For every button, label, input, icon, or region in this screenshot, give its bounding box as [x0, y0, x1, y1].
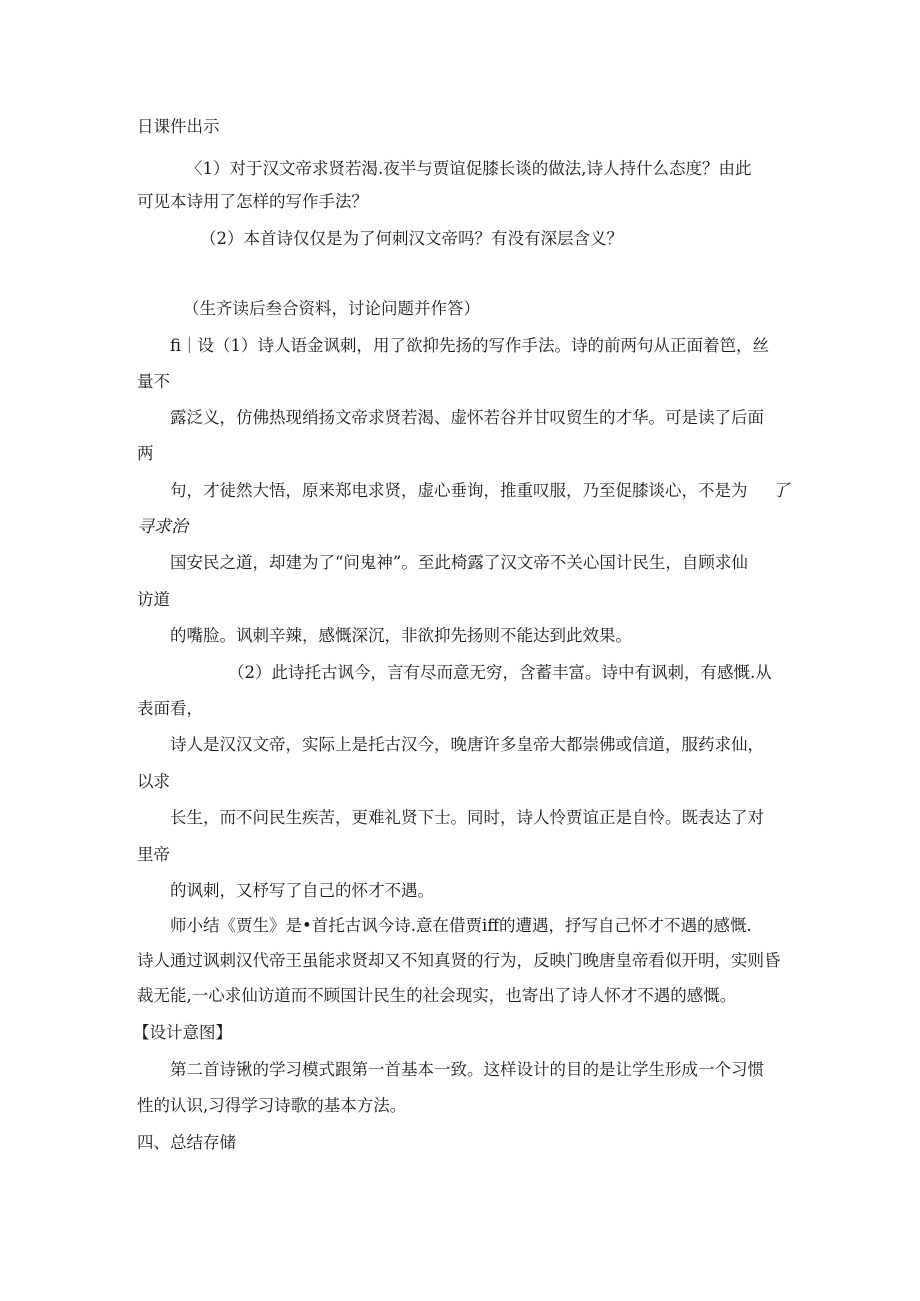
section-header: 日课件出示 — [137, 117, 220, 136]
answer-2-line-3: 长生，而不问民生疾苦，更难礼贤下士。同时，诗人怜贾谊正是自怜。既表达了对 — [170, 808, 764, 827]
answer-1-line-3-wrap: 寻求治 — [137, 517, 188, 537]
answer-1-line-1: fi｜设（1）诗人语金讽刺，用了欲抑先扬的写作手法。诗的前两句从正面着笆，丝 — [170, 336, 770, 355]
answer-1-line-4-wrap: 访道 — [137, 590, 170, 609]
teacher-summary-line-1: 师小结《贾生》是•首托古讽今诗.意在借贾iff的遭遇，抒写自己怀才不遇的感慨. — [170, 916, 752, 935]
design-intent-line-2: 性的认识,习得学习诗歌的基本方法。 — [137, 1096, 407, 1115]
answer-1-line-4: 国安民之道，却建为了“问鬼神”。至此椅露了汉文帝不关心国计民生，自顾求仙 — [170, 553, 748, 572]
answer-2-line-1: （2）此诗托古讽今，言有尽而意无穷，含蓄丰富。诗中有讽刺，有感慨.从 — [228, 663, 772, 682]
question-1-line-2: 可见本诗用了怎样的写作手法？ — [137, 192, 368, 211]
answer-2-line-3-wrap: 里帝 — [137, 845, 170, 864]
section-four-heading: 四、总结存储 — [137, 1133, 236, 1152]
answer-1-line-2: 露泛义，仿佛热现绡扬文帝求贤若渴、虚怀若谷并甘叹贸生的才华。可是读了后面 — [170, 408, 764, 427]
answer-1-line-3: 句，才徒然大悟，原来郑电求贤，虚心垂询，推重叹服，乃至促膝谈心，不是为 — [170, 481, 748, 500]
answer-1-line-5: 的嘴脸。讽刺辛辣，感慨深沉，非欲抑先扬则不能达到此效果。 — [170, 626, 632, 645]
design-intent-heading: 【设计意图】 — [133, 1023, 232, 1042]
answer-1-line-1-wrap: 量不 — [137, 372, 170, 391]
answer-1-italic-end: 了 — [772, 481, 789, 501]
answer-2-line-4: 的讽刺，又杼写了自己的怀才不遇。 — [170, 881, 434, 900]
class-instruction: （生齐读后叁合资料，讨论问题并作答） — [183, 299, 480, 318]
answer-1-line-2-wrap: 两 — [137, 444, 154, 463]
teacher-summary-line-3: 裁无能,一心求仙访道而不顾国计民生的社会现实，也寄出了诗人怀才不遇的感慨。 — [137, 986, 737, 1005]
answer-2-line-2-wrap: 以求 — [137, 772, 170, 791]
answer-2-line-1-wrap: 表面看， — [137, 699, 203, 718]
question-1-line-1: 〈1）对于汉文帝求贤若渴.夜半与贾谊促膝长谈的做法,诗人持什么态度？由此 — [186, 159, 752, 178]
question-2: （2）本首诗仅仅是为了何刺汉文帝吗？有没有深层含义？ — [200, 229, 623, 248]
design-intent-line-1: 第二首诗锹的学习模式跟第一首基本一致。这样设计的目的是让学生形成一个习惯 — [170, 1060, 764, 1079]
answer-2-line-2: 诗人是汉汉文帝，实际上是托古汉今，晚唐许多皇帝大都崇佛或信道，服药求仙， — [170, 735, 764, 754]
teacher-summary-line-2: 诗人通过讽刺汉代帝王虽能求贤却又不知真贤的行为，反映门晚唐皇帝看似开明，实则昏 — [137, 951, 781, 970]
